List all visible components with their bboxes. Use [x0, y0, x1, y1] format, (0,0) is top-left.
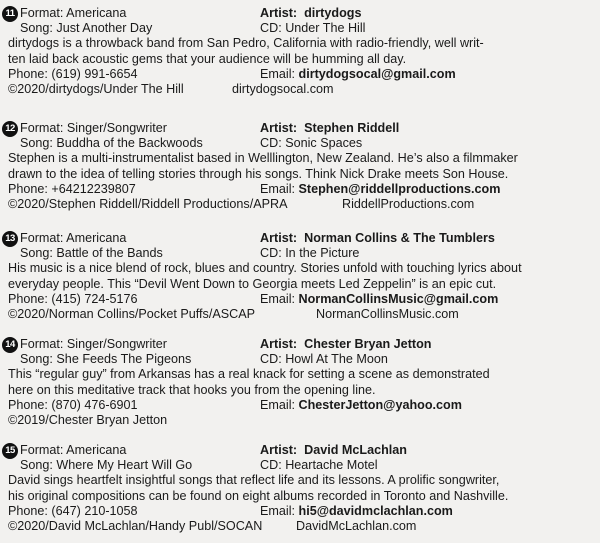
song-text: Song: She Feeds The Pigeons — [20, 352, 192, 367]
cd-text: CD: Heartache Motel — [260, 458, 378, 473]
email-line — [260, 398, 462, 413]
email-line — [260, 182, 500, 197]
email-address[interactable]: Stephen@riddellproductions.com — [298, 181, 501, 196]
artist-line — [260, 443, 407, 458]
track-entry — [0, 443, 600, 534]
format-text: Format: Singer/Songwriter — [20, 337, 167, 351]
song-text: Song: Just Another Day — [20, 21, 153, 36]
description-line: His music is a nice blend of rock, blues and country. Stories unfold with touching lyrics about — [8, 261, 522, 276]
track-entry — [0, 121, 600, 212]
description-line: Stephen is a multi-instrumentalist based in Welllington, New Zealand. He’s also a filmmaker — [8, 151, 518, 166]
artist-line — [260, 6, 361, 21]
track-number-badge: 15 — [2, 443, 18, 459]
track-number-badge: 14 — [2, 337, 18, 353]
description-line: ten laid back acoustic gems that your audience will be humming all day. — [8, 51, 407, 66]
phone-text: Phone: (870) 476-6901 — [8, 397, 138, 412]
artist-line — [260, 231, 495, 246]
description-line: This “regular guy” from Arkansas has a real knack for setting a scene as demonstrated — [8, 367, 490, 382]
artist-label: Artist: — [260, 337, 298, 351]
email-label: Email: — [260, 291, 295, 306]
copyright-text: ©2020/Stephen Riddell/Riddell Productions/APRA — [8, 196, 288, 211]
email-address[interactable]: hi5@davidmclachlan.com — [298, 503, 453, 518]
song-text: Song: Battle of the Bands — [20, 246, 163, 261]
copyright-text: ©2020/David McLachlan/Handy Publ/SOCAN — [8, 518, 263, 533]
format-text: Format: Singer/Songwriter — [20, 121, 167, 135]
track-number-badge: 12 — [2, 121, 18, 137]
phone-text: Phone: (647) 210-1058 — [8, 503, 138, 518]
artist-label: Artist: — [260, 443, 298, 457]
email-address[interactable]: ChesterJetton@yahoo.com — [298, 397, 462, 412]
track-entry — [0, 231, 600, 322]
website-text[interactable]: NormanCollinsMusic.com — [316, 306, 459, 321]
phone-text: Phone: (619) 991-6654 — [8, 66, 138, 81]
track-number-badge: 11 — [2, 6, 18, 22]
song-text: Song: Buddha of the Backwoods — [20, 136, 203, 151]
artist-name: David McLachlan — [304, 443, 407, 457]
description-line: David sings heartfelt insightful songs that reflect life and its lessons. A prolific songwriter, — [8, 473, 500, 488]
artist-name: Chester Bryan Jetton — [304, 337, 432, 351]
description-line: dirtydogs is a throwback band from San Pedro, California with radio-friendly, well writ- — [8, 36, 484, 51]
description-line: here on this meditative track that hooks you from the opening line. — [8, 382, 376, 397]
copyright-text: ©2020/dirtydogs/Under The Hill — [8, 81, 184, 96]
cd-text: CD: Under The Hill — [260, 21, 366, 36]
artist-line — [260, 121, 399, 136]
copyright-text: ©2020/Norman Collins/Pocket Puffs/ASCAP — [8, 306, 256, 321]
phone-text: Phone: (415) 724-5176 — [8, 291, 138, 306]
artist-name: Norman Collins & The Tumblers — [304, 231, 495, 245]
email-label: Email: — [260, 181, 295, 196]
cd-text: CD: Howl At The Moon — [260, 352, 388, 367]
track-entry — [0, 6, 600, 97]
email-line — [260, 292, 498, 307]
cd-text: CD: Sonic Spaces — [260, 136, 363, 151]
format-text: Format: Americana — [20, 6, 127, 20]
cd-text: CD: In the Picture — [260, 246, 360, 261]
song-text: Song: Where My Heart Will Go — [20, 458, 193, 473]
artist-label: Artist: — [260, 231, 298, 245]
email-address[interactable]: NormanCollinsMusic@gmail.com — [298, 291, 499, 306]
email-label: Email: — [260, 66, 295, 81]
website-text[interactable]: DavidMcLachlan.com — [296, 518, 417, 533]
email-line — [260, 504, 453, 519]
copyright-text: ©2019/Chester Bryan Jetton — [8, 412, 168, 427]
track-entry — [0, 337, 600, 428]
artist-name: Stephen Riddell — [304, 121, 400, 135]
artist-name: dirtydogs — [304, 6, 362, 20]
description-line: his original compositions can be found on eight albums recorded in Toronto and Nashville. — [8, 488, 509, 503]
website-text[interactable]: dirtydogsocal.com — [232, 81, 334, 96]
artist-line — [260, 337, 431, 352]
email-address[interactable]: dirtydogsocal@gmail.com — [298, 66, 456, 81]
track-number-badge: 13 — [2, 231, 18, 247]
artist-label: Artist: — [260, 121, 298, 135]
format-text: Format: Americana — [20, 443, 127, 457]
phone-text: Phone: +64212239807 — [8, 181, 136, 196]
email-label: Email: — [260, 397, 295, 412]
artist-label: Artist: — [260, 6, 298, 20]
email-label: Email: — [260, 503, 295, 518]
website-text[interactable]: RiddellProductions.com — [342, 196, 475, 211]
description-line: everyday people. This “Devil Went Down to Georgia meets Led Zeppelin” is an epic cut. — [8, 276, 497, 291]
email-line — [260, 67, 456, 82]
format-text: Format: Americana — [20, 231, 127, 245]
description-line: drawn to the idea of telling stories through his songs. Think Nick Drake meets Son House. — [8, 166, 509, 181]
